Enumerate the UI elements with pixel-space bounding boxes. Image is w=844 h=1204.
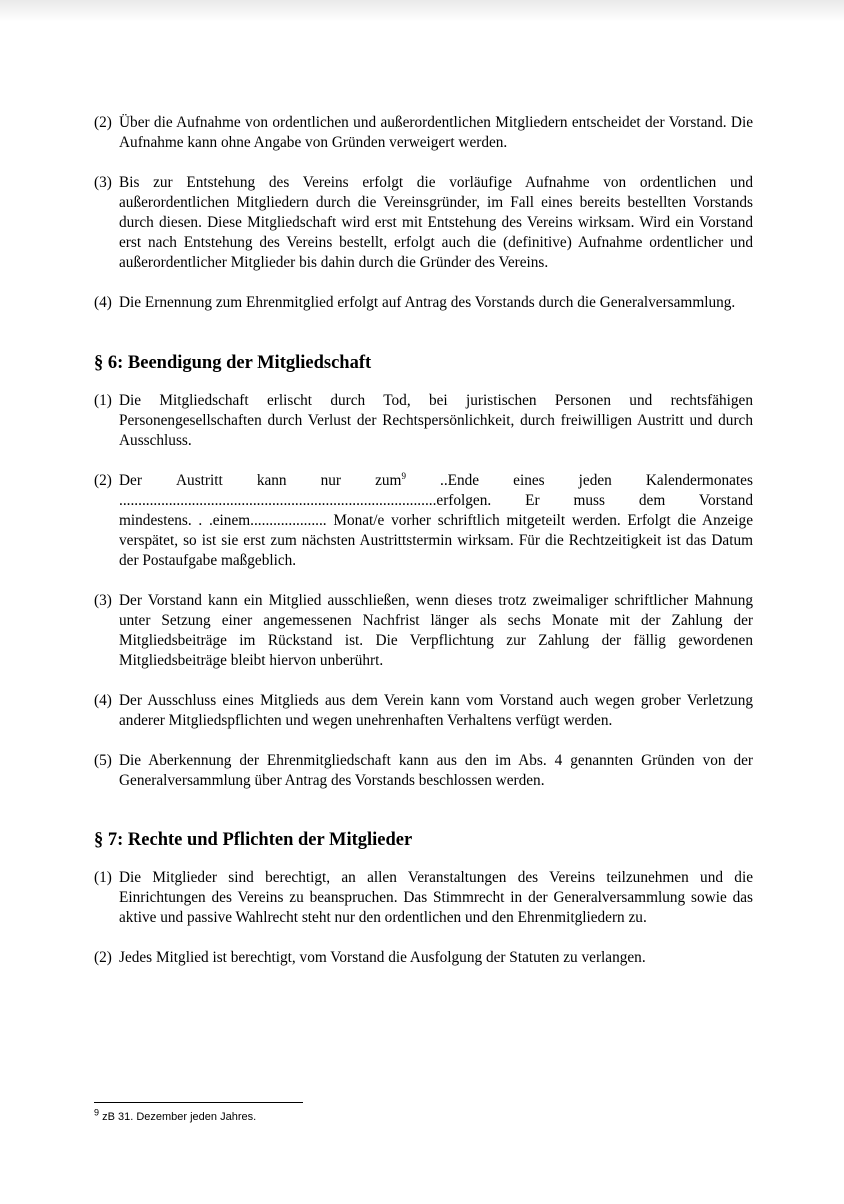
s6-paragraph-1 <box>94 391 753 451</box>
austritt-line-1 <box>119 471 753 491</box>
word: ..Ende <box>440 472 480 489</box>
s7-paragraph-1 <box>94 868 753 928</box>
footnote <box>94 1107 257 1124</box>
s6-paragraph-3 <box>94 591 753 671</box>
paragraph-number: (1) <box>94 869 112 886</box>
document-page <box>94 113 753 988</box>
s5-paragraph-3 <box>94 173 753 273</box>
footnote-text: zB 31. Dezember jeden Jahres. <box>102 1111 257 1123</box>
paragraph-text: Die Mitgliedschaft erlischt durch Tod, bei juristischen Personen und rechtsfähigen Personengesellschaften durch Verlust der Rechtspersönlichkeit, durch freiwilligen Austritt und durch Ausschluss. <box>119 392 753 449</box>
word: Austritt <box>176 472 223 489</box>
viewer-top-shadow <box>0 0 844 22</box>
s6-paragraph-2 <box>94 471 753 571</box>
austritt-line-2: ...................................................................................erfolgen. Er muss dem Vorstand <box>119 492 753 509</box>
s5-paragraph-4 <box>94 293 753 313</box>
section-6-heading: § 6: Beendigung der Mitgliedschaft <box>94 353 372 373</box>
paragraph-number: (2) <box>94 114 112 131</box>
footnote-separator <box>94 1102 303 1103</box>
paragraph-text: Jedes Mitglied ist berechtigt, vom Vorstand die Ausfolgung der Statuten zu verlangen. <box>119 949 646 966</box>
s5-paragraph-2 <box>94 113 753 153</box>
paragraph-text: Die Ernennung zum Ehrenmitglied erfolgt auf Antrag des Vorstands durch die Generalversammlung. <box>119 294 736 311</box>
paragraph-number: (3) <box>94 592 112 609</box>
paragraph-number: (2) <box>94 472 112 489</box>
paragraph-number: (3) <box>94 174 112 191</box>
paragraph-text: Über die Aufnahme von ordentlichen und außerordentlichen Mitgliedern entscheidet der Vorstand. Die Aufnahme kann ohne Angabe von Gründen verweigert werden. <box>119 114 753 151</box>
paragraph-number: (4) <box>94 294 112 311</box>
paragraph-text: Die Aberkennung der Ehrenmitgliedschaft kann aus den im Abs. 4 genannten Gründen von der Generalversammlung über Antrag des Vorstands beschlossen werden. <box>119 752 753 789</box>
paragraph-text: Der Ausschluss eines Mitglieds aus dem Verein kann vom Vorstand auch wegen grober Verletzung anderer Mitgliedspflichten und wegen unehrenhaften Verhaltens verfügt werden. <box>119 692 753 729</box>
footnote-number: 9 <box>94 1107 100 1118</box>
word: zum <box>375 472 402 489</box>
s6-paragraph-4 <box>94 691 753 731</box>
paragraph-text: Bis zur Entstehung des Vereins erfolgt die vorläufige Aufnahme von ordentlichen und außerordentlichen Mitgliedern durch die Vereinsgründer, im Fall eines bereits bestellten Vorstands durch diesen. Diese Mitgliedschaft wird erst mit Entstehung des Vereins wirksam. Wird ein Vorstand erst nach Entstehung des Vereins bestellt, erfolgt auch die (definitive) Aufnahme ordentlicher und außerordentlicher Mitglieder bis dahin durch die Gründer des Vereins. <box>119 174 753 271</box>
paragraph-number: (2) <box>94 949 112 966</box>
word: Der <box>119 472 142 489</box>
austritt-rest: mindestens. . .einem.................... Monat/e vorher schriftlich mitgeteilt werden. Erfolgt die Anzeige verspätet, so ist sie erst zum nächsten Austrittstermin wirksam. Für die Rechtzeitigkeit ist das Datum der Postaufgabe maßgeblich. <box>119 512 753 569</box>
section-7-heading: § 7: Rechte und Pflichten der Mitglieder <box>94 830 413 850</box>
word: eines <box>513 472 545 489</box>
paragraph-text: Die Mitglieder sind berechtigt, an allen Veranstaltungen des Vereins teilzunehmen und die Einrichtungen des Vereins zu beanspruchen. Das Stimmrecht in der Generalversammlung sowie das aktive und passive Wahlrecht steht nur den ordentlichen und den Ehrenmitgliedern zu. <box>119 869 753 926</box>
word: jeden <box>578 472 612 489</box>
s7-paragraph-2 <box>94 948 753 968</box>
paragraph-number: (5) <box>94 752 112 769</box>
paragraph-number: (1) <box>94 392 112 409</box>
word: nur <box>320 472 342 489</box>
s6-paragraph-5 <box>94 751 753 791</box>
word: Kalendermonates <box>645 472 753 489</box>
word-with-footnote <box>375 471 406 491</box>
paragraph-number: (4) <box>94 692 112 709</box>
word: kann <box>256 472 287 489</box>
footnote-reference: 9 <box>401 470 406 481</box>
paragraph-text: Der Vorstand kann ein Mitglied ausschließen, wenn dieses trotz zweimaliger schriftlicher Mahnung unter Setzung einer angemessenen Nachfrist länger als sechs Monate mit der Zahlung der Mitgliedsbeiträge im Rückstand ist. Die Verpflichtung zur Zahlung der fällig gewordenen Mitgliedsbeiträge bleibt hiervon unberührt. <box>119 592 753 669</box>
